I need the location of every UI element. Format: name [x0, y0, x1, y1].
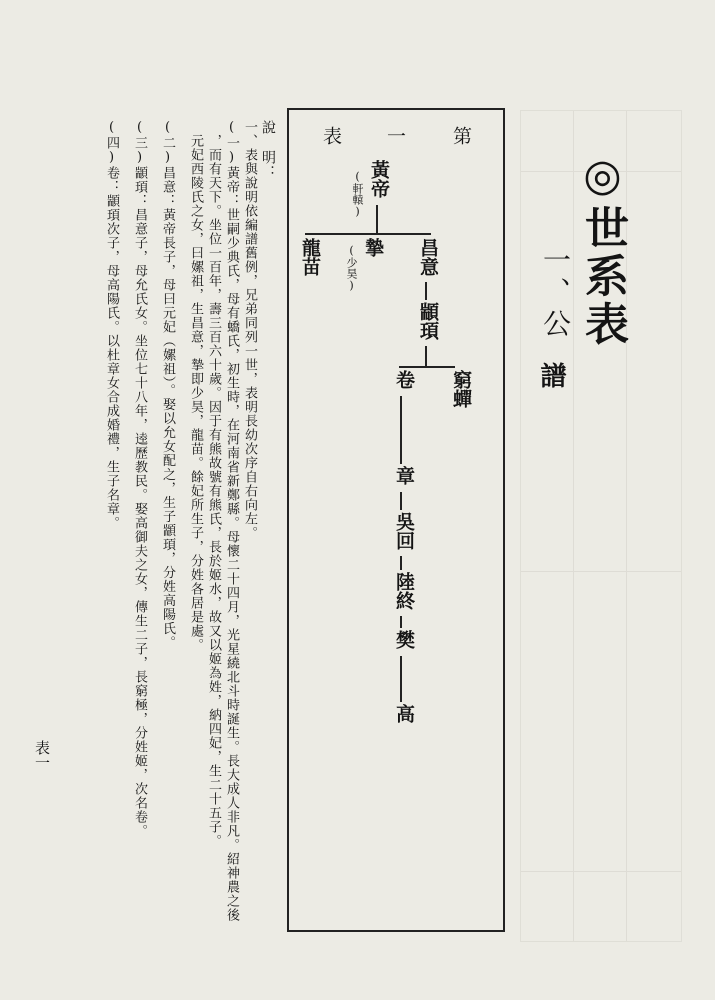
person-zhi-note: (少昊)	[345, 244, 358, 292]
person-wuhui: 吳回	[393, 512, 415, 550]
note-line: (一)黃帝：世嗣少典氏，母有蟜氏，初生時，在河南省新鄭縣。母懷二十四月，光星繞北斗時誕生。長大成人非凡。紹神農之後	[224, 120, 239, 922]
person-zhuanxu: 顓頊	[417, 302, 439, 340]
person-zhi: 摯	[362, 238, 384, 257]
person-juan: 卷	[393, 370, 415, 389]
note-line: (四)卷：顓頊次子，母高陽氏。以杜章女合成婚禮，生子名章。	[104, 120, 119, 530]
person-luzhong: 陸終	[393, 572, 415, 610]
person-huangdi-note: (軒轅)	[351, 170, 364, 218]
table-caption-char: 表	[320, 126, 342, 145]
note-line: 一、表與說明依編譜舊例，兄弟同列一世，表明長幼次序自右向左。	[242, 120, 257, 540]
person-fan: 樊	[393, 630, 415, 649]
person-changyi: 昌意	[417, 238, 439, 276]
person-longmiao: 龍苗	[299, 238, 321, 276]
table-caption-char: 第	[450, 126, 472, 145]
note-line: ，而有天下。坐位一百年，壽三百六十歲。因于有熊故號有熊氏，長於姬水，故又以姬為姓，納四妃，生二十五子。	[206, 120, 221, 848]
section-subtitle-suffix: 譜	[536, 362, 566, 388]
person-gao: 高	[393, 704, 415, 723]
note-line: (二)昌意：黃帝長子，母曰元妃（嫘祖）。娶以允女配之，生子顓頊，分姓高陽氏。	[160, 120, 175, 650]
person-huangdi: 黃帝	[368, 160, 390, 198]
person-qiongchan: 窮蟬	[450, 370, 472, 408]
note-line: 元妃西陵氏之女，曰嫘祖，生昌意，摯即少昊，龍苗。餘妃所生子，分姓各居是處。	[188, 120, 203, 652]
section-subtitle: 一、公	[539, 245, 572, 341]
page-title: ◎世系表	[577, 150, 628, 349]
table-caption-char: 一	[384, 126, 406, 145]
note-line: (三)顓頊：昌意子，母允氏女。坐位七十八年，逵歷教民。娶高御夫之女，傳生二子，長窮極，分姓姬，次名卷。	[132, 120, 147, 838]
notes-label: 說 明：	[260, 120, 276, 180]
person-zhang: 章	[393, 466, 415, 485]
page-number: 表一	[33, 740, 51, 770]
